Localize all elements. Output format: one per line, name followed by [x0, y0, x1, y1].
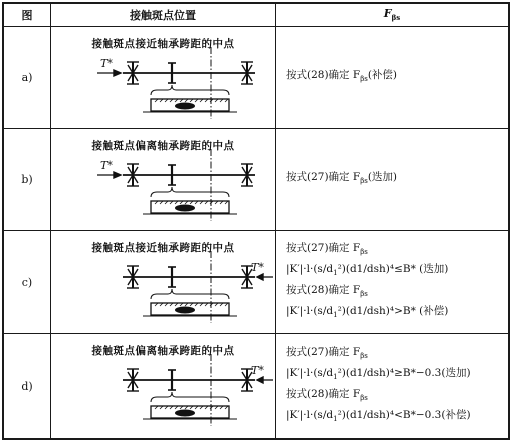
diagram-caption: 接触斑点偏离轴承跨距的中点 [91, 345, 235, 358]
formula-subscript: βs [360, 290, 368, 299]
torque-arrow-icon [257, 274, 273, 280]
f-beta-rule [276, 334, 510, 439]
formula-subscript: βs [360, 177, 368, 186]
formula-text: 按式(28)确定 F [286, 69, 361, 81]
formula-tail: (补偿) [367, 69, 398, 81]
formula-line [286, 344, 508, 365]
contact-spot-icon [175, 307, 195, 314]
table-row [3, 334, 509, 439]
header-f-subscript: βs [391, 13, 401, 23]
formula-subscript: βs [360, 352, 368, 361]
header-f-symbol: F [383, 7, 392, 21]
table-row [3, 231, 509, 334]
header-row [3, 3, 509, 27]
formula-tail: ²)(d1/dsh)⁴<B*−0.3(补偿) [337, 409, 471, 422]
formula-text: 按式(28)确定 F [286, 388, 361, 401]
brace-icon [151, 85, 229, 95]
formula-tail: ²)(d1/dsh)⁴>B* (补偿) [337, 305, 449, 318]
formula-subscript: βs [360, 75, 368, 84]
contact-diagram-cell [51, 334, 276, 439]
row-label: a) [3, 27, 51, 129]
formula-line [286, 365, 508, 386]
contact-diagram-cell [51, 231, 276, 334]
torque-label: T* [251, 261, 264, 275]
contact-spot-icon [175, 205, 195, 212]
brace-icon [151, 289, 229, 299]
brace-icon [151, 392, 229, 402]
diagram-caption: 接触斑点接近轴承跨距的中点 [91, 242, 235, 255]
header-contact-position: 接触斑点位置 [51, 3, 276, 27]
header-f-beta [276, 3, 510, 27]
contact-spot-icon [175, 410, 195, 417]
row-label: c) [3, 231, 51, 334]
torque-label: T* [100, 159, 113, 173]
formula-line [286, 261, 508, 282]
formula-line [286, 303, 508, 324]
torque-arrow-icon [97, 172, 121, 178]
gear-shaft-diagram [51, 27, 275, 129]
f-beta-rule [276, 27, 510, 129]
formula-subscript: 1 [333, 269, 338, 278]
header-figure: 图 [3, 3, 51, 27]
formula-subscript: 1 [333, 311, 338, 320]
torque-label: T* [251, 364, 264, 378]
formula-text: 按式(27)确定 F [286, 242, 361, 255]
contact-spot-icon [175, 103, 195, 110]
f-beta-rule [276, 231, 510, 334]
spec-table [2, 2, 510, 440]
row-label: b) [3, 129, 51, 231]
formula-line [286, 67, 508, 88]
formula-subscript: βs [360, 248, 368, 257]
gear-shaft-diagram [51, 334, 275, 439]
formula-text: |K′|·l·(s/d [286, 367, 334, 380]
formula-line [286, 407, 508, 428]
formula-line [286, 240, 508, 261]
torque-arrow-icon [97, 70, 121, 76]
formula-line [286, 282, 508, 303]
torque-arrow-icon [257, 377, 273, 383]
formula-text: |K′|·l·(s/d [286, 305, 334, 318]
table-row [3, 129, 509, 231]
diagram-caption: 接触斑点接近轴承跨距的中点 [91, 38, 235, 50]
diagram-caption: 接触斑点偏离轴承跨距的中点 [91, 140, 235, 153]
formula-tail: ²)(d1/dsh)⁴≥B*−0.3(迭加) [337, 367, 471, 380]
formula-text: |K′|·l·(s/d [286, 263, 334, 276]
table-row [3, 27, 509, 129]
f-beta-rule [276, 129, 510, 231]
formula-tail: (迭加) [367, 171, 398, 184]
formula-subscript: βs [360, 394, 368, 403]
row-label: d) [3, 334, 51, 439]
formula-subscript: 1 [333, 373, 338, 382]
gear-shaft-diagram [51, 129, 275, 231]
formula-text: 按式(27)确定 F [286, 345, 361, 358]
brace-icon [151, 187, 229, 197]
formula-text: 按式(28)确定 F [286, 284, 361, 297]
formula-subscript: 1 [333, 415, 338, 424]
torque-label: T* [100, 57, 113, 70]
formula-line [286, 169, 508, 190]
formula-text: |K′|·l·(s/d [286, 409, 334, 422]
formula-tail: ²)(d1/dsh)⁴≤B* (迭加) [337, 263, 449, 276]
gear-shaft-diagram [51, 231, 275, 334]
formula-text: 按式(27)确定 F [286, 171, 361, 184]
formula-line [286, 386, 508, 407]
contact-diagram-cell [51, 129, 276, 231]
contact-diagram-cell [51, 27, 276, 129]
